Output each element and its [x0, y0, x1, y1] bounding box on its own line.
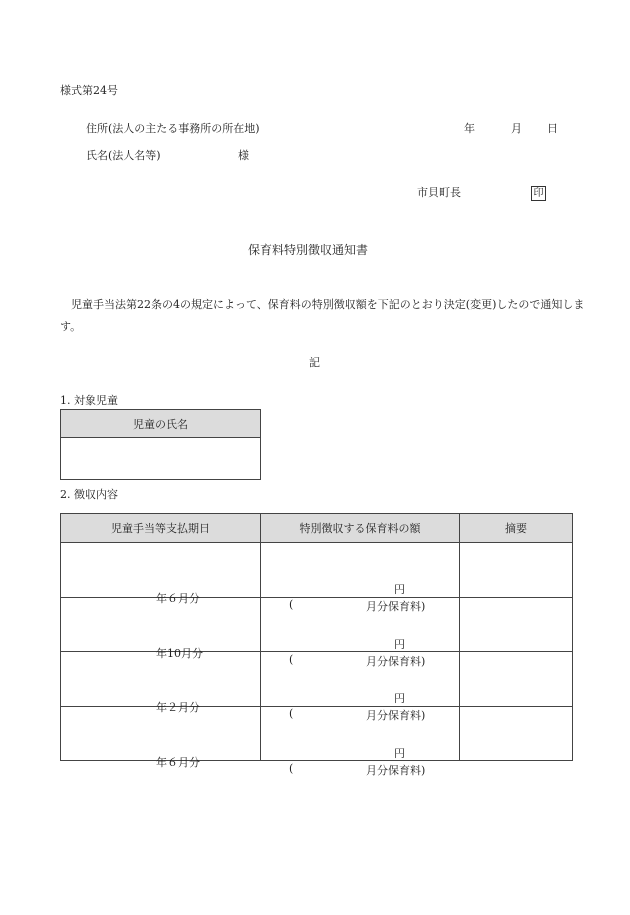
- child-name-header: 児童の氏名: [61, 410, 261, 438]
- issuer-name: 市貝町長: [417, 186, 461, 199]
- document-title: 保育料特別徴収通知書: [248, 243, 369, 257]
- period-label: 年６月分: [156, 755, 200, 769]
- header-payment-date: 児童手当等支払期日: [61, 514, 261, 543]
- form-number: 様式第24号: [60, 84, 118, 97]
- open-paren: (: [289, 761, 294, 775]
- child-table: [60, 409, 261, 480]
- period-label: 年６月分: [156, 592, 200, 605]
- remarks-cell: [460, 598, 573, 652]
- yen-unit: 円: [394, 583, 405, 596]
- open-paren: (: [289, 707, 294, 720]
- open-paren: (: [289, 652, 294, 666]
- date-month: 月: [511, 122, 522, 135]
- date-day: 日: [547, 122, 558, 135]
- honorific: 様: [238, 149, 249, 162]
- table-row: [61, 652, 573, 707]
- month-fee-note: 月分保育料): [366, 600, 426, 613]
- address-label: 住所(法人の主たる事務所の所在地): [86, 122, 260, 135]
- section1-label: 1. 対象児童: [60, 394, 118, 407]
- period-label: 年10月分: [156, 646, 203, 660]
- period-label: 年２月分: [156, 701, 200, 714]
- child-name-cell: [61, 438, 261, 480]
- header-remarks: 摘要: [460, 514, 573, 543]
- remarks-cell: [460, 543, 573, 598]
- yen-unit: 円: [394, 637, 405, 651]
- month-fee-note: 月分保育料): [366, 709, 426, 722]
- collection-table: [60, 513, 573, 777]
- remarks-cell: [460, 707, 573, 761]
- body-paragraph: 児童手当法第22条の4の規定によって、保育料の特別徴収額を下記のとおり決定(変更)したので通知します。: [60, 298, 585, 333]
- ki-marker: 記: [309, 356, 320, 369]
- remarks-cell: [460, 652, 573, 707]
- yen-unit: 円: [394, 746, 405, 760]
- open-paren: (: [289, 598, 294, 611]
- section2-label: 2. 徴収内容: [60, 488, 118, 501]
- seal-stamp: 印: [531, 186, 546, 201]
- name-label: 氏名(法人名等): [86, 149, 161, 162]
- table-row: [61, 543, 573, 598]
- yen-unit: 円: [394, 692, 405, 705]
- header-fee-amount: 特別徴収する保育料の額: [261, 514, 460, 543]
- table-row: [61, 598, 573, 652]
- month-fee-note: 月分保育料): [366, 763, 426, 777]
- date-year: 年: [464, 122, 475, 135]
- month-fee-note: 月分保育料): [366, 654, 426, 668]
- table-row: [61, 707, 573, 761]
